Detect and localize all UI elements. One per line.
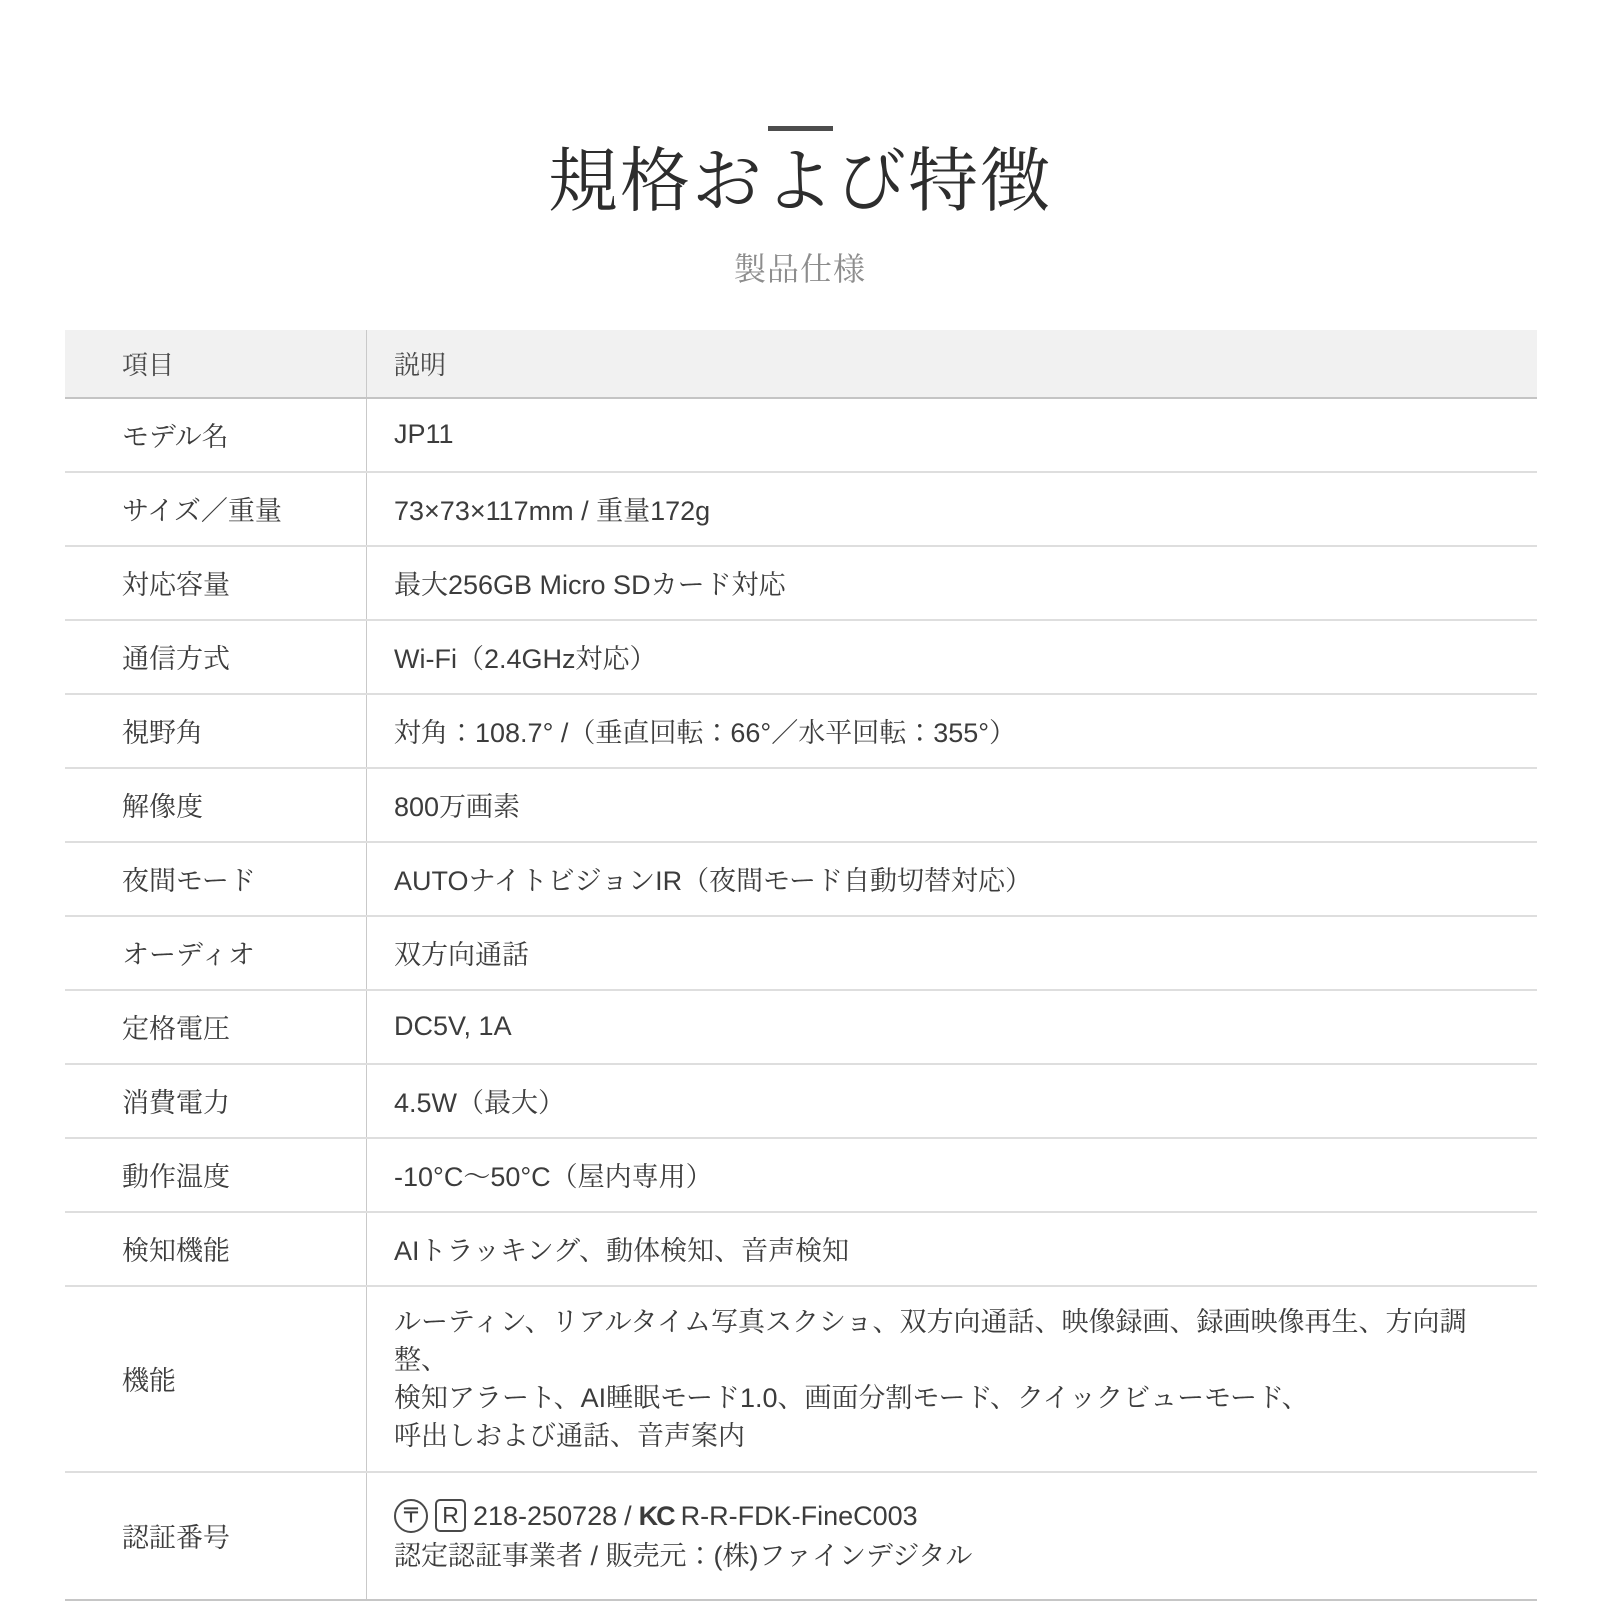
table-row-model (65, 399, 1537, 473)
spec-label: 認証番号 (122, 1523, 230, 1553)
spec-value: JP11 (366, 399, 1537, 471)
certification-number: 218-250728 (473, 1500, 618, 1531)
certification-issuer-line: 認定認証事業者 / 販売元：(株)ファインデジタル (394, 1540, 973, 1571)
spec-label: 視野角 (122, 718, 203, 748)
spec-value: 4.5W（最大） (366, 1065, 1537, 1137)
spec-label: 通信方式 (122, 644, 230, 674)
spec-value: 最大256GB Micro SDカード対応 (366, 547, 1537, 619)
spec-value: AIトラッキング、動体検知、音声検知 (366, 1213, 1537, 1285)
table-row-fov (65, 695, 1537, 769)
separator-slash: / (624, 1500, 632, 1531)
table-row-features (65, 1287, 1537, 1473)
column-header-item: 項目 (122, 349, 175, 380)
table-row-storage (65, 547, 1537, 621)
spec-table (65, 330, 1537, 1601)
spec-label: オーディオ (122, 940, 255, 970)
spec-value: Wi-Fi（2.4GHz対応） (366, 621, 1537, 693)
spec-label: モデル名 (122, 422, 229, 452)
certification-numbers-line (394, 1496, 918, 1536)
table-row-temperature (65, 1139, 1537, 1213)
spec-value-multiline (366, 1287, 1537, 1471)
spec-label: 消費電力 (122, 1088, 230, 1118)
spec-label: 夜間モード (122, 866, 256, 896)
feature-line: 呼出しおよび通話、音声案内 (394, 1420, 745, 1451)
table-row-detection (65, 1213, 1537, 1287)
spec-value: AUTOナイトビジョンIR（夜間モード自動切替対応） (366, 843, 1537, 915)
table-row-resolution (65, 769, 1537, 843)
column-header-description: 説明 (366, 330, 1537, 397)
feature-line: 検知アラート、AI睡眠モード1.0、画面分割モード、クイックビューモード、 (394, 1382, 1309, 1413)
page-title: 規格および特徴 (548, 142, 1052, 220)
spec-label: 定格電圧 (122, 1014, 230, 1044)
r-mark-icon: R (435, 1499, 466, 1532)
spec-label: 解像度 (122, 792, 203, 822)
page-subtitle: 製品仕様 (733, 250, 866, 287)
spec-value: 73×73×117mm / 重量172g (366, 473, 1537, 545)
kc-mark-icon: KC (638, 1500, 674, 1531)
spec-label: サイズ／重量 (122, 496, 282, 526)
table-row-connectivity (65, 621, 1537, 695)
spec-label: 機能 (122, 1366, 176, 1396)
table-row-certification (65, 1473, 1537, 1601)
kc-certification-number: R-R-FDK-FineC003 (680, 1500, 918, 1531)
table-header-row (65, 330, 1537, 399)
feature-line: ルーティン、リアルタイム写真スクショ、双方向通話、映像録画、録画映像再生、方向調整、 (394, 1306, 1467, 1375)
spec-label: 動作温度 (122, 1162, 230, 1192)
table-row-power (65, 1065, 1537, 1139)
spec-value: 対角：108.7° /（垂直回転：66°／水平回転：355°） (366, 695, 1537, 767)
title-accent-bar (768, 126, 833, 131)
spec-value-multiline (366, 1473, 1537, 1599)
table-row-voltage (65, 991, 1537, 1065)
section-heading (0, 0, 1600, 290)
table-row-size-weight (65, 473, 1537, 547)
spec-label: 対応容量 (122, 570, 230, 600)
spec-value: 800万画素 (366, 769, 1537, 841)
spec-value: -10°C〜50°C（屋内専用） (366, 1139, 1537, 1211)
table-row-audio (65, 917, 1537, 991)
giteki-mark-icon: 〒 (394, 1499, 428, 1533)
table-row-night-mode (65, 843, 1537, 917)
spec-label: 検知機能 (122, 1236, 230, 1266)
spec-value: DC5V, 1A (366, 991, 1537, 1063)
spec-value: 双方向通話 (366, 917, 1537, 989)
